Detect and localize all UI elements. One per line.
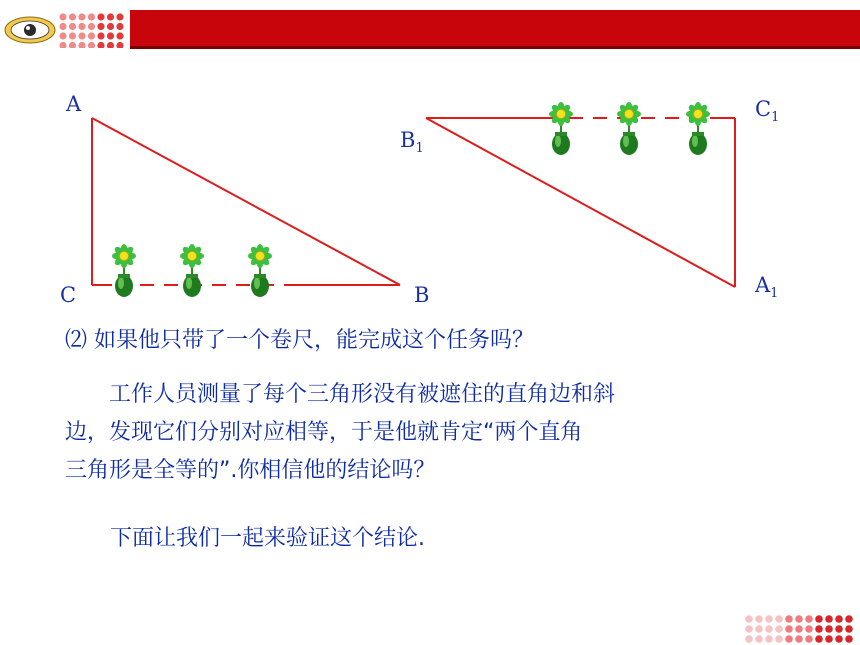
left-triangle bbox=[92, 118, 400, 285]
label-vertex-a1: $A_1$ bbox=[755, 273, 779, 302]
label-vertex-b: B bbox=[414, 283, 430, 307]
label-vertex-c: C bbox=[60, 283, 77, 307]
closing-text: 下面让我们一起来验证这个结论. bbox=[110, 526, 425, 551]
label-vertex-c1: $C_1$ bbox=[755, 97, 780, 126]
label-vertex-b1: $B_1$ bbox=[400, 128, 424, 157]
flowerpot-icon bbox=[248, 244, 272, 297]
flowerpot-icon bbox=[549, 102, 573, 155]
right-triangle bbox=[426, 118, 735, 287]
paragraph-line: 三角形是全等的”.你相信他的结论吗？ bbox=[65, 458, 436, 483]
flowerpot-icon bbox=[686, 102, 710, 155]
paragraph-line: 边，发现它们分别对应相等，于是他就肯定“两个直角 bbox=[65, 420, 583, 445]
flowerpot-icon bbox=[112, 244, 136, 297]
question-text: ⑵ 如果他只带了一个卷尺，能完成这个任务吗？ bbox=[65, 328, 534, 353]
flowerpot-icon bbox=[180, 244, 204, 297]
label-vertex-a: A bbox=[66, 92, 82, 116]
flowerpot-icon bbox=[617, 102, 641, 155]
explanation-paragraph bbox=[65, 376, 795, 490]
paragraph-line: 工作人员测量了每个三角形没有被遮住的直角边和斜 bbox=[109, 382, 616, 407]
